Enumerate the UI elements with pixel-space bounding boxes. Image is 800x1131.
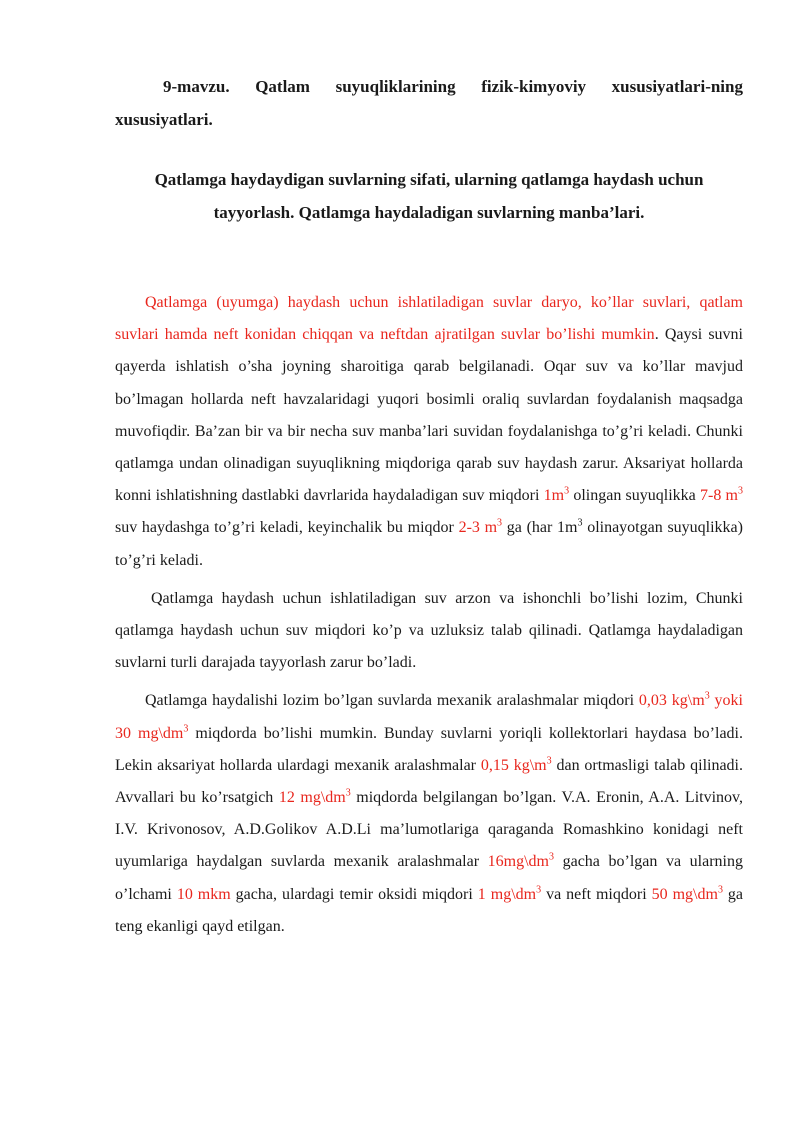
highlight-water-sources: Qatlamga (uyumga) haydash uchun ishlatiladigan suvlar daryo, ko’llar suvlari, qatlam suvlari hamda neft konidan chiqqan va neftdan ajratilgan suvlar bo’lishi mumkin <box>115 294 743 344</box>
paragraph-3-text: dan ortmasligi talab qilinadi. Avvallari bu ko’rsatgich <box>115 756 744 807</box>
superscript: 3 <box>577 518 583 530</box>
paragraph-1-text: olingan suyuqlikka <box>569 487 700 505</box>
superscript: 3 <box>564 485 570 497</box>
paragraph-3-text: miqdorda bo’lishi mumkin. Bunday suvlarni yoriqli kollektorlari haydasa bo’ladi. Lekin aksariyat hollarda ulardagi mexanik aralashmalar <box>115 724 743 774</box>
highlight-size: 10 mkm <box>176 885 231 903</box>
paragraph-3-text: ga teng ekanligi qayd etilgan. <box>115 885 744 935</box>
paragraph-1-text: olinayotgan suyuqlikka) to’g’ri keladi. <box>115 519 743 569</box>
paragraph-1-text: suv haydashga to’g’ri keladi, keyinchalik bu miqdor <box>115 519 459 537</box>
value-text: 0,03 kg\m <box>638 692 705 710</box>
paragraph-3-text: Qatlamga haydalishi lozim bo’lgan suvlarda mexanik aralashmalar miqdori <box>145 692 639 710</box>
superscript: 3 <box>497 518 503 530</box>
highlight-concentration <box>488 853 554 870</box>
highlight-concentration <box>279 789 351 806</box>
highlight-volume <box>544 487 569 504</box>
superscript: 3 <box>536 884 542 896</box>
value-text: 0,15 kg\m <box>480 756 547 774</box>
paragraph-2: Qatlamga haydash uchun ishlatiladigan suv arzon va ishonchli bo’lishi lozim, Chunki qatlamga haydash uchun suv miqdori ko’p va uzluksiz talab qilinadi. Qatlamga haydaladigan suvlarni turli darajada tayyorlash zarur bo’ladi. <box>115 589 743 672</box>
highlight-concentration <box>652 886 723 903</box>
superscript: 3 <box>738 485 744 497</box>
value-text: 16mg\dm <box>487 853 549 871</box>
superscript: 3 <box>549 852 554 864</box>
value-text: 50 mg\dm <box>651 885 718 903</box>
paragraph-3 <box>115 685 743 943</box>
paragraph-1 <box>115 287 743 577</box>
superscript: 3 <box>546 755 552 767</box>
value-text: yoki 30 mg\dm <box>115 692 744 742</box>
value-text: 1 mg\dm <box>477 885 537 903</box>
highlight-volume <box>459 519 502 536</box>
value-text: 1m <box>543 487 565 505</box>
paragraph-3-text: va neft miqdori <box>541 885 652 903</box>
superscript: 3 <box>183 723 189 735</box>
highlight-volume <box>700 487 743 504</box>
value-text: 7-8 m <box>700 487 739 505</box>
paragraph-1-text: . Qaysi suvni qayerda ishlatish o’sha joyning sharoitiga qarab belgilanadi. Oqar suv va ko’llar mavjud bo’lmagan hollarda neft havzalaridagi yuqori bosimli oraliq suvlardan foydalanish maqsadga muvofiqdir. Ba’zan bir va bir necha suv manba’lari suvidan foydalanishga to’g’ri keladi. Chunki qatlamga undan olinadigan suyuqlikning miqdoriga qarab suv haydash zarur. Aksariyat hollarda konni ishlatishning dastlabki davrlarida haydaladigan suv miqdori <box>115 326 744 505</box>
value-text: 12 mg\dm <box>278 789 346 807</box>
document-page <box>115 70 743 943</box>
paragraph-3-text: gacha, ulardagi temir oksidi miqdori <box>230 885 478 903</box>
highlight-concentration <box>481 757 552 774</box>
topic-title: 9-mavzu. Qatlam suyuqliklarining fizik-kimyoviy xususiyatlari-ning xususiyatlari. <box>115 77 743 129</box>
paragraph-3-text: miqdorda belgilangan bo’lgan. V.A. Eronin, A.A. Litvinov, I.V. Krivonosov, A.D.Golikov A.D.Li ma’lumotlariga qaraganda Romashkino konidagi neft uyumlariga haydalgan suvlarda mexanik aralashmalar <box>115 789 744 871</box>
value-text: 2-3 m <box>458 519 498 537</box>
section-subtitle: Qatlamga haydaydigan suvlarning sifati, ularning qatlamga haydash uchun tayyorlash. Qatlamga haydaladigan suvlarning manba’lari. <box>154 170 704 222</box>
highlight-concentration <box>478 886 541 903</box>
superscript: 3 <box>704 691 710 703</box>
paragraph-3-text: gacha bo’lgan va ularning o’lchami <box>115 853 744 903</box>
paragraph-1-text: ga (har 1m <box>502 519 578 537</box>
superscript: 3 <box>345 787 351 799</box>
superscript: 3 <box>717 884 723 896</box>
